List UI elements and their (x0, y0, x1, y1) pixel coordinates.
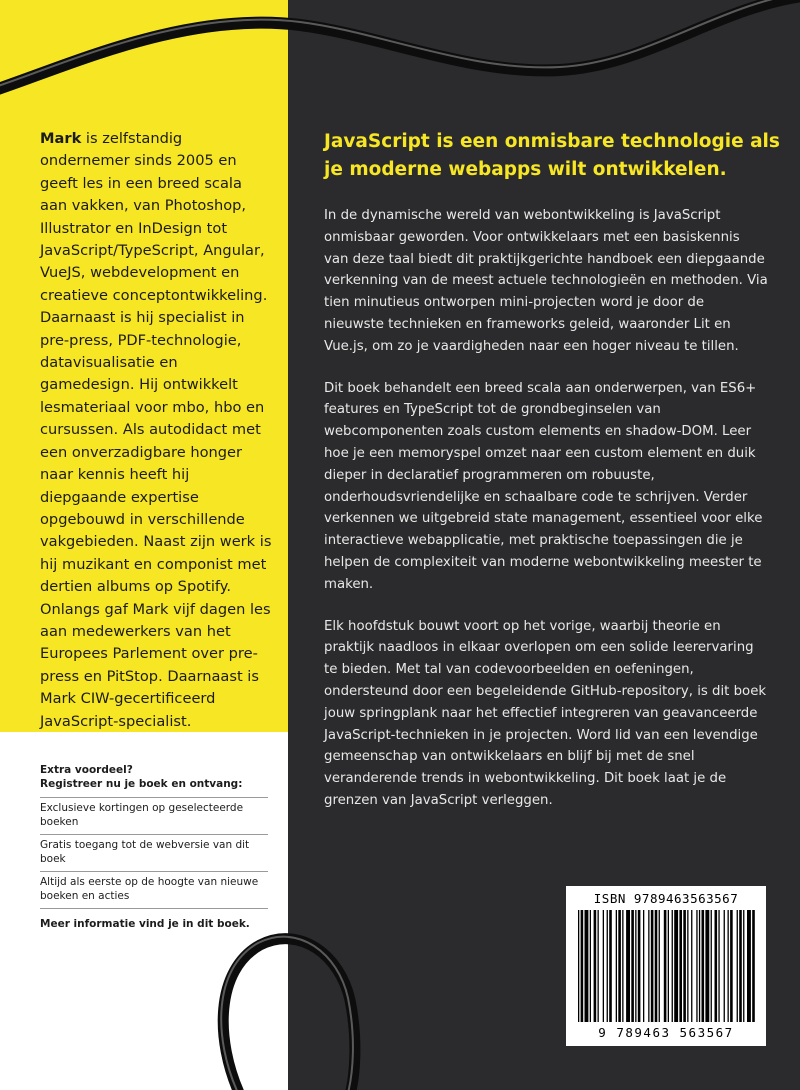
barcode-bar (626, 910, 630, 1022)
barcode-bar (622, 910, 623, 1022)
barcode-bars (576, 910, 756, 1022)
barcode-bar (702, 910, 705, 1022)
barcode-bar (747, 910, 751, 1022)
barcode-bar (687, 910, 688, 1022)
barcode-bar (590, 910, 591, 1022)
barcode-bar (718, 910, 719, 1022)
barcode-bar (715, 910, 718, 1022)
barcode-bar (643, 910, 644, 1022)
barcode-bar (728, 910, 729, 1022)
barcode-bar (578, 910, 579, 1022)
barcode-bar (691, 910, 692, 1022)
list-item (40, 797, 268, 834)
barcode-bar (648, 910, 649, 1022)
barcode-bar (607, 910, 608, 1022)
tagline: JavaScript is een onmisbare technologie als je moderne webapps wilt ontwikkelen. (324, 131, 780, 180)
barcode-bar (696, 910, 697, 1022)
barcode-bar (655, 910, 658, 1022)
barcode-bar (672, 910, 673, 1022)
description (324, 205, 768, 832)
benefit-item-webversion: Gratis toegang tot de webversie van dit boek (40, 839, 250, 865)
extra-heading (40, 764, 268, 791)
list-item (40, 834, 268, 871)
barcode-bar (683, 910, 686, 1022)
barcode-bar (664, 910, 667, 1022)
extra-heading-line2: Registreer nu je boek en ontvang: (40, 777, 243, 790)
barcode-bar (603, 910, 604, 1022)
barcode-bar (743, 910, 744, 1022)
barcode-bar (594, 910, 597, 1022)
barcode-bar (752, 910, 755, 1022)
isbn-label: ISBN 9789463563567 (593, 891, 739, 906)
author-name: Mark (40, 130, 82, 147)
author-bio (40, 128, 272, 733)
barcode-bar (679, 910, 682, 1022)
barcode-bar (705, 910, 709, 1022)
description-paragraph-3: Elk hoofdstuk bouwt voort op het vorige, waarbij theorie en praktijk naadloos in elkaar overlopen om een solide leerervaring te bieden. Met tal van codevoorbeelden en oefeningen, ondersteund door een begeleidende GitHub-repository, is dit boek jouw springplank naar het effectief integreren van geavanceerde JavaScript-technieken in je projecten. Word lid van een levendige gemeenschap van ontwikkelaars en blijf bij met de snel veranderende trends in webontwikkeling. Dit boek laat je de grenzen van JavaScript verleggen. (324, 618, 767, 808)
isbn-barcode (566, 886, 766, 1046)
barcode-bar (699, 910, 700, 1022)
barcode-bar (659, 910, 660, 1022)
isbn-digits: 9 789463 563567 (598, 1025, 734, 1040)
list-item (40, 871, 268, 909)
barcode-bar (616, 910, 617, 1022)
barcode-bar (638, 910, 641, 1022)
barcode-bar (631, 910, 634, 1022)
barcode-bar (598, 910, 599, 1022)
barcode-bar (674, 910, 678, 1022)
barcode-bar (739, 910, 742, 1022)
barcode-bar (730, 910, 733, 1022)
barcode-bar (711, 910, 712, 1022)
barcode-bar (668, 910, 669, 1022)
barcode-bar (618, 910, 621, 1022)
author-bio-text: is zelfstandig ondernemer sinds 2005 en geeft les in een breed scala aan vakken, van Photoshop, Illustrator en InDesign tot JavaScript/TypeScript, Angular, VueJS, webdevelopment en creatieve conceptontwikkeling. Daarnaast is hij specialist in pre-press, PDF-technologie, datavisualisatie en gamedesign. Hij ontwikkelt lesmateriaal voor mbo, hbo en cursussen. Als autodidact met een onverzadigbare honger naar kennis heeft hij diepgaande expertise opgebouwd in verschillende vakgebieden. Naast zijn werk is hij muzikant en componist met dertien albums op Spotify. Onlangs gaf Mark vijf dagen les aan medewerkers van het Europees Parlement over pre-press en PitStop. Daarnaast is Mark CIW-gecertificeerd JavaScript-specialist. (40, 130, 272, 730)
more-info: Meer informatie vind je in dit boek. (40, 918, 250, 930)
benefit-item-news: Altijd als eerste op de hoogte van nieuwe boeken en acties (40, 876, 259, 902)
description-paragraph-1: In de dynamische wereld van webontwikkeling is JavaScript onmisbaar geworden. Voor ontwikkelaars met een basiskennis van deze taal biedt dit praktijkgerichte handboek een diepgaande verkenning van de meest actuele technologieën en methoden. Via tien minutieus ontworpen mini-projecten word je door de nieuwste technieken en frameworks geleid, waaronder Lit en Vue.js, om zo je vaardigheden naar een hoger niveau te tillen. (324, 208, 768, 354)
barcode-bar (585, 910, 589, 1022)
benefit-item-discounts: Exclusieve kortingen op geselecteerde boeken (40, 802, 244, 828)
extra-heading-line1: Extra voordeel? (40, 764, 133, 776)
benefit-list (40, 797, 268, 909)
barcode-bar (581, 910, 584, 1022)
extra-benefit-box (40, 764, 268, 932)
barcode-bar (609, 910, 612, 1022)
barcode-bar (651, 910, 654, 1022)
barcode-bar (635, 910, 636, 1022)
description-paragraph-2: Dit boek behandelt een breed scala aan onderwerpen, van ES6+ features en TypeScript tot de grondbeginselen van webcomponenten zoals custom elements en shadow-DOM. Leer hoe je een memoryspel omzet naar een custom element en duik dieper in declaratief programmeren om robuuste, onderhoudsvriendelijke en schaalbare code te schrijven. Verder verkennen we uitgebreid state management, essentieel voor elke interactieve webapplicatie, met praktische toepassingen die je helpen de complexiteit van moderne webontwikkeling meester te maken. (324, 380, 763, 592)
barcode-bar (737, 910, 738, 1022)
barcode-bar (724, 910, 725, 1022)
